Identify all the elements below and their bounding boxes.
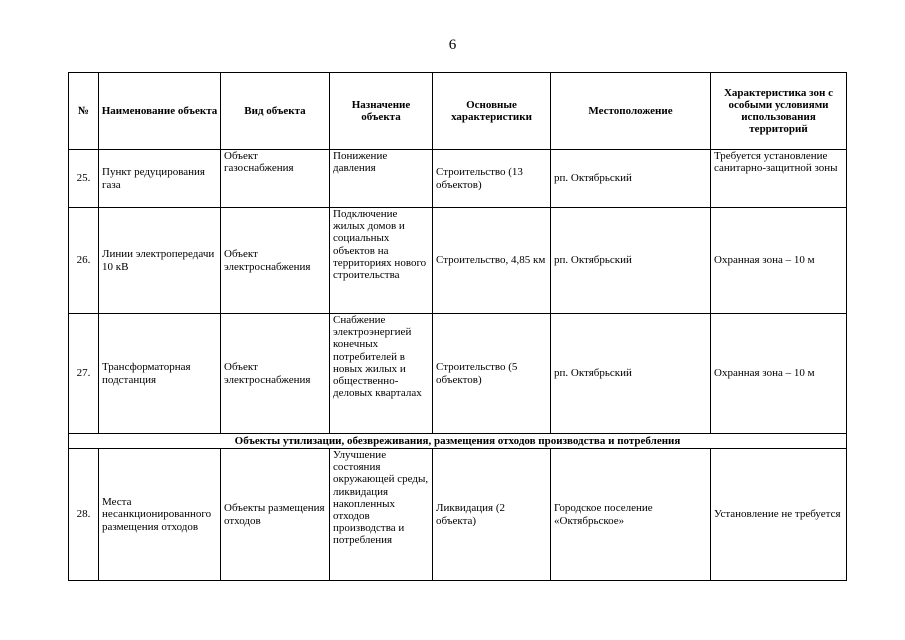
object-zones: Охранная зона – 10 м [711,208,847,314]
page-number: 6 [448,37,457,53]
object-characteristics: Ликвидация (2 объекта) [433,449,551,581]
object-zones: Требуется установление санитарно-защитной зоны [711,150,847,208]
row-number: 26. [69,208,99,314]
section-row [69,434,847,449]
object-name: Трансформаторная подстанция [99,314,221,434]
header-number: № [69,73,99,150]
row-number: 28. [69,449,99,581]
object-purpose: Улучшение состояния окружающей среды, ликвидация накопленных отходов производства и потребления [330,449,433,581]
header-location: Местоположение [551,73,711,150]
header-characteristics: Основные характеристики [433,73,551,150]
object-name: Пункт редуцирования газа [99,150,221,208]
object-purpose: Подключение жилых домов и социальных объектов на территориях нового строительства [330,208,433,314]
object-characteristics: Строительство, 4,85 км [433,208,551,314]
table-row [69,449,847,581]
object-location: рп. Октябрьский [551,150,711,208]
object-zones: Установление не требуется [711,449,847,581]
objects-table [68,72,847,581]
object-location: Городское поселение «Октябрьское» [551,449,711,581]
object-location: рп. Октябрьский [551,314,711,434]
row-number: 25. [69,150,99,208]
table-row [69,314,847,434]
object-zones: Охранная зона – 10 м [711,314,847,434]
section-title: Объекты утилизации, обезвреживания, размещения отходов производства и потребления [69,434,847,449]
object-location: рп. Октябрьский [551,208,711,314]
table-row [69,150,847,208]
object-purpose: Снабжение электроэнергией конечных потребителей в новых жилых и общественно-деловых кварталах [330,314,433,434]
row-number: 27. [69,314,99,434]
header-name: Наименование объекта [99,73,221,150]
object-type: Объект электроснабжения [221,208,330,314]
header-zones: Характеристика зон с особыми условиями использования территорий [711,73,847,150]
table-header-row [69,73,847,150]
table-row [69,208,847,314]
header-purpose: Назначение объекта [330,73,433,150]
object-type: Объект газоснабжения [221,150,330,208]
object-characteristics: Строительство (13 объектов) [433,150,551,208]
header-type: Вид объекта [221,73,330,150]
object-name: Линии электропередачи 10 кВ [99,208,221,314]
object-type: Объекты размещения отходов [221,449,330,581]
object-purpose: Понижение давления [330,150,433,208]
object-characteristics: Строительство (5 объектов) [433,314,551,434]
object-type: Объект электроснабжения [221,314,330,434]
object-name: Места несанкционированного размещения отходов [99,449,221,581]
